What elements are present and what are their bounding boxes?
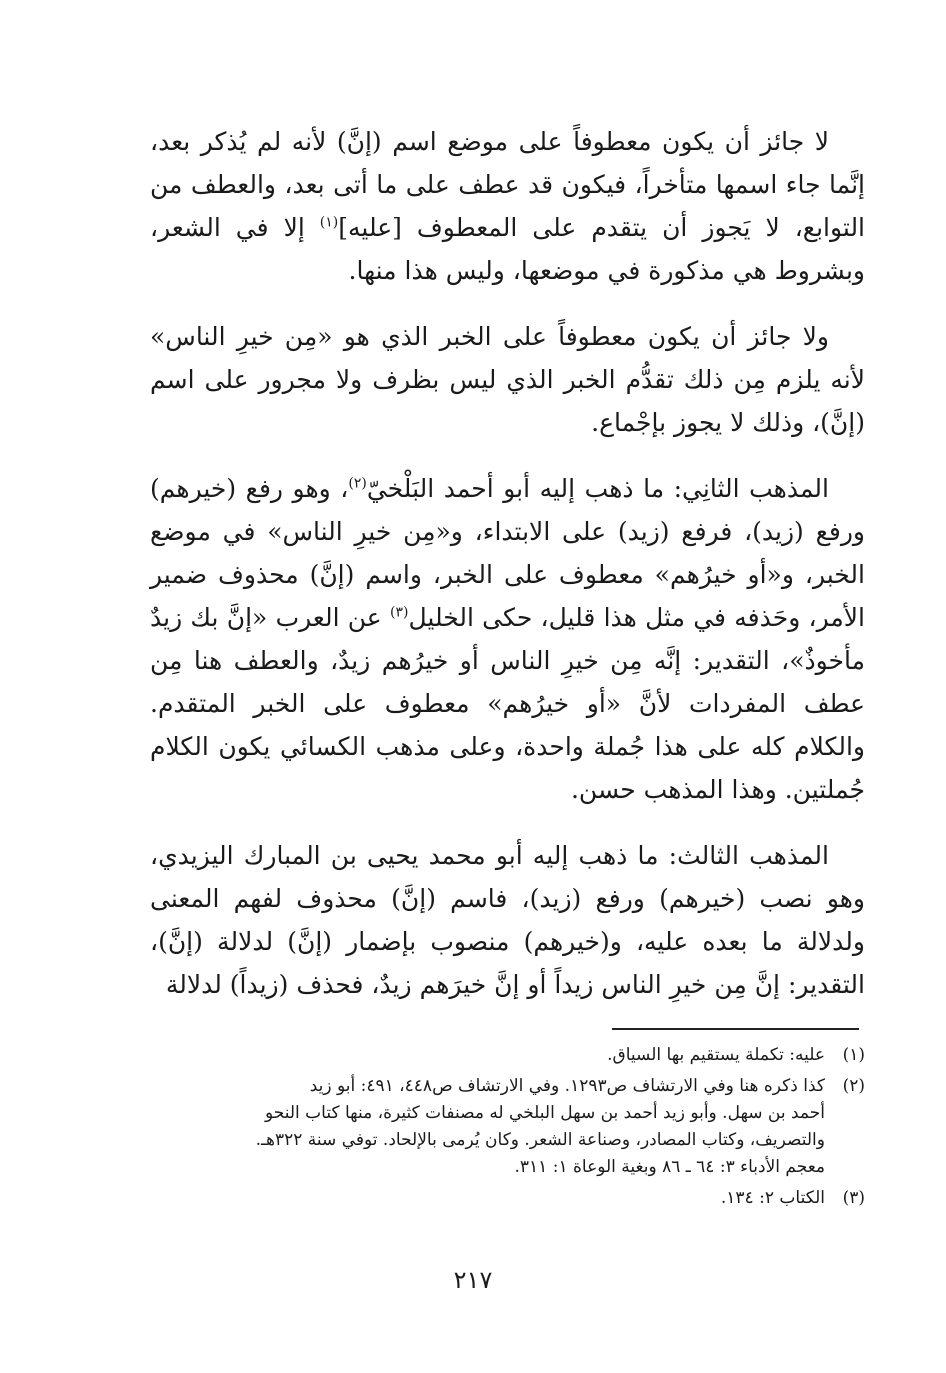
footnote-line: والتصريف، وكتاب المصادر، وصناعة الشعر. وكان يُرمى بالإلحاد. توفي سنة ٣٢٢هـ. bbox=[255, 1130, 825, 1150]
paragraph-1 bbox=[150, 120, 865, 292]
paragraph-2-text: ولا جائز أن يكون معطوفاً على الخبر الذي هو «مِن خيرِ الناس» لأنه يلزم مِن ذلك تقدُّم الخبر الذي ليس بظرف ولا مجرور على اسم (إنَّ)، وذلك لا يجوز بإجْماع. bbox=[150, 322, 865, 437]
footnote-line: معجم الأدباء ٣: ٦٤ ـ ٨٦ وبغية الوعاة ١: ٣١١. bbox=[514, 1157, 825, 1177]
footnote-divider bbox=[612, 1028, 859, 1030]
footnote-text bbox=[160, 1185, 825, 1212]
paragraph-4 bbox=[150, 834, 865, 1006]
footnote-ref-1[interactable]: (١) bbox=[319, 214, 339, 231]
paragraph-4-text: المذهب الثالث: ما ذهب إليه أبو محمد يحيى بن المبارك اليزيدي، وهو نصب (خيرهم) ورفع (زيد)، فاسم (إنَّ) محذوف لفهم المعنى ولدلالة ما بعده عليه، و(خيرهم) منصوب بإضمار (إنَّ) لدلالة (إنَّ)، التقدير: إنَّ مِن خيرِ الناس زيداً أو إنَّ خيرَهم زيدٌ، فحذف (زيداً) لدلالة bbox=[150, 841, 865, 999]
footnote-line: الكتاب ٢: ١٣٤. bbox=[720, 1188, 825, 1208]
footnote-number: (١) bbox=[842, 1045, 865, 1065]
paragraph-3-text-a: المذهب الثانِي: ما ذهب إليه أبو أحمد البَلْخيّ bbox=[366, 474, 829, 503]
paragraph-3-text-b: ، وهو رفع (خيرهم) ورفع (زيد)، فرفع (زيد) على الابتداء، و«مِن خيرِ الناس» في موضع الخبر، و«أو خيرُهم» معطوف على الخبر، واسم (إنَّ) محذوف ضمير الأمر، وحَذفه في مثل هذا قليل، حكى الخليل bbox=[150, 474, 865, 632]
paragraph-3 bbox=[150, 467, 865, 811]
footnote-line: عليه: تكملة يستقيم بها السياق. bbox=[607, 1045, 825, 1065]
footnote-line: أحمد بن سهل. وأبو زيد أحمد بن سهل البلخي له مصنفات كثيرة، منها كتاب النحو bbox=[264, 1103, 825, 1123]
footnote-text bbox=[160, 1042, 825, 1069]
footnote-number: (٣) bbox=[842, 1188, 865, 1208]
paragraph-3-text-c: عن العرب «إنَّ بك زيدٌ مأخوذٌ»، التقدير: إنَّه مِن خيرِ الناس أو خيرُهم زيدٌ، والعطف هنا مِن عطف المفردات لأنَّ «أو خيرُهم» معطوف على الخبر المتقدم. والكلام كله على هذا جُملة واحدة، وعلى مذهب الكسائي يكون الكلام جُملتين. وهذا المذهب حسن. bbox=[150, 603, 865, 804]
paragraph-1-text-b: إلا في الشعر، وبشروط هي مذكورة في موضعها، وليس هذا منها. bbox=[150, 213, 865, 285]
footnote-number: (٢) bbox=[842, 1076, 865, 1096]
footnotes bbox=[160, 1042, 865, 1216]
footnote-line: كذا ذكره هنا وفي الارتشاف ص١٢٩٣. وفي الارتشاف ص٤٤٨، ٤٩١: أبو زيد bbox=[309, 1076, 825, 1096]
paragraph-1-text-a: لا جائز أن يكون معطوفاً على موضع اسم (إنَّ) لأنه لم يُذكر بعد، إنَّما جاء اسمها متأخراً، فيكون قد عطف على ما أتى بعد، والعطف من التوابع، لا يَجوز أن يتقدم على المعطوف [عليه] bbox=[150, 127, 866, 242]
footnote-text bbox=[160, 1073, 825, 1181]
footnote-ref-2[interactable]: (٢) bbox=[348, 475, 367, 492]
footnote-ref-3[interactable]: (٣) bbox=[390, 604, 409, 621]
footnote-2 bbox=[160, 1073, 865, 1181]
footnote-1 bbox=[160, 1042, 865, 1069]
main-text bbox=[150, 120, 865, 1029]
page-number: ٢١٧ bbox=[453, 1266, 493, 1294]
paragraph-2 bbox=[150, 315, 865, 444]
footnote-3 bbox=[160, 1185, 865, 1212]
